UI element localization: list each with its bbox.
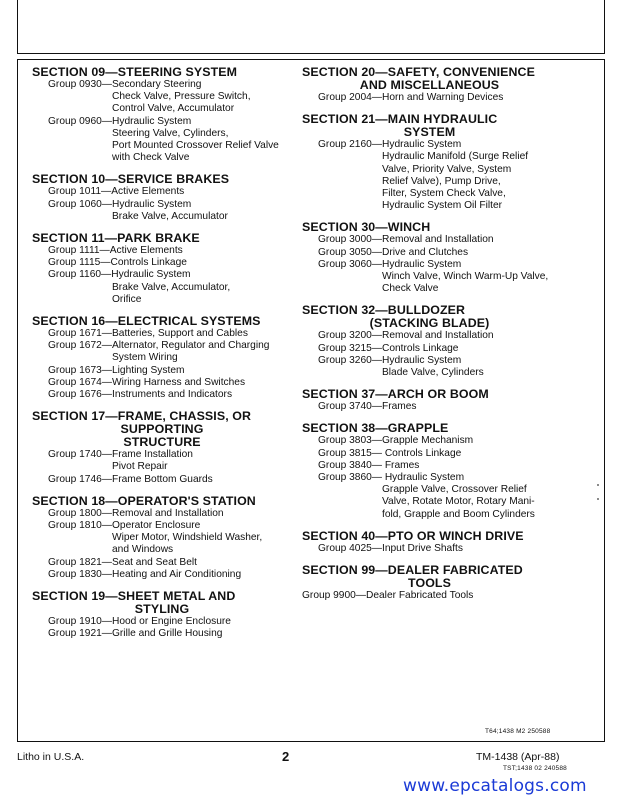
group-entry: Group 3815— Controls Linkage xyxy=(318,447,462,459)
group-entry: Group 9900—Dealer Fabricated Tools xyxy=(302,590,474,602)
group-entry: Group 1671—Batteries, Support and Cables xyxy=(48,328,248,340)
group-entry: Group 1111—Active Elements xyxy=(48,245,183,257)
section-block xyxy=(32,315,292,401)
group-entry: Group 3215—Controls Linkage xyxy=(318,342,459,354)
section-title-line: SECTION 17—FRAME, CHASSIS, OR xyxy=(32,409,252,424)
scan-speck xyxy=(597,484,599,486)
section-title xyxy=(302,530,557,543)
group-entry: Group 3740—Frames xyxy=(318,401,417,413)
section-title-line: SECTION 11—PARK BRAKE xyxy=(32,231,200,246)
group-entry: Group 3050—Drive and Clutches xyxy=(318,246,469,258)
section-title-line: SECTION 10—SERVICE BRAKES xyxy=(32,172,230,187)
box-code: T64;1438 M2 250588 xyxy=(485,728,551,735)
section-block xyxy=(32,232,292,306)
group-entry: Group 4025—Input Drive Shafts xyxy=(318,542,463,554)
group-detail: Pivot Repair xyxy=(112,461,168,473)
group-entry: Group 1673—Lighting System xyxy=(48,364,185,376)
section-title xyxy=(302,422,557,435)
group-entry: Group 3000—Removal and Installation xyxy=(318,234,494,246)
group-detail: Blade Valve, Cylinders xyxy=(382,367,484,379)
section-title xyxy=(302,388,557,401)
manual-number: TM-1438 (Apr-88) xyxy=(476,751,560,763)
group-entry: Group 1160—Hydraulic System xyxy=(48,269,191,281)
section-title xyxy=(302,304,557,330)
section-title-line: SECTION 20—SAFETY, CONVENIENCE xyxy=(302,65,535,79)
section-block xyxy=(32,173,292,223)
group-entry: Group 3060—Hydraulic System xyxy=(318,258,462,270)
section-title xyxy=(32,66,292,79)
group-detail: Wiper Motor, Windshield Washer, xyxy=(112,532,263,544)
section-title xyxy=(302,221,557,234)
right-column xyxy=(302,66,557,611)
group-detail: and Windows xyxy=(112,544,174,556)
group-detail: Hydraulic System Oil Filter xyxy=(382,200,503,212)
scan-speck xyxy=(597,498,599,500)
group-detail: Check Valve, Pressure Switch, xyxy=(112,91,251,103)
section-block xyxy=(302,304,557,379)
footer-printer-note: Litho in U.S.A. xyxy=(17,751,85,763)
section-block xyxy=(32,66,292,164)
group-detail: Brake Valve, Accumulator, xyxy=(112,281,231,293)
section-title-line: SUPPORTING xyxy=(120,422,204,437)
group-entry: Group 2160—Hydraulic System xyxy=(318,139,462,151)
section-block xyxy=(302,564,557,602)
section-title xyxy=(32,495,292,508)
group-entry: Group 1674—Wiring Harness and Switches xyxy=(48,376,246,388)
section-title xyxy=(302,564,557,590)
group-detail: System Wiring xyxy=(112,352,178,364)
section-block xyxy=(302,422,557,520)
group-entry: Group 1060—Hydraulic System xyxy=(48,198,192,210)
section-title xyxy=(32,173,292,186)
group-entry: Group 3260—Hydraulic System xyxy=(318,354,462,366)
section-block xyxy=(302,66,557,104)
section-title xyxy=(302,66,557,92)
group-entry: Group 1676—Instruments and Indicators xyxy=(48,389,233,401)
group-detail: Port Mounted Crossover Relief Valve xyxy=(112,140,279,152)
group-entry: Group 1672—Alternator, Regulator and Charging xyxy=(48,340,270,352)
section-title xyxy=(32,590,292,616)
section-block xyxy=(302,113,557,212)
group-detail: Valve, Rotate Motor, Rotary Mani- xyxy=(382,496,535,508)
group-entry: Group 3860— Hydraulic System xyxy=(318,472,465,484)
section-block xyxy=(32,590,292,640)
group-detail: fold, Grapple and Boom Cylinders xyxy=(382,508,535,520)
section-title-line: SECTION 19—SHEET METAL AND xyxy=(32,589,236,604)
left-column xyxy=(32,66,292,650)
section-title-line: SECTION 16—ELECTRICAL SYSTEMS xyxy=(32,314,261,329)
group-entry: Group 1910—Hood or Engine Enclosure xyxy=(48,616,231,628)
group-entry: Group 1830—Heating and Air Conditioning xyxy=(48,568,242,580)
group-entry: Group 1115—Controls Linkage xyxy=(48,257,187,269)
section-title-line: SECTION 38—GRAPPLE xyxy=(302,421,449,436)
group-entry: Group 1740—Frame Installation xyxy=(48,449,193,461)
group-detail: Steering Valve, Cylinders, xyxy=(112,127,229,139)
section-title-line: TOOLS xyxy=(408,576,451,591)
group-entry: Group 1921—Grille and Grille Housing xyxy=(48,628,223,640)
header-box xyxy=(17,0,605,54)
section-block xyxy=(32,495,292,581)
section-title-line: SECTION 32—BULLDOZER xyxy=(302,303,466,318)
section-title-line: STRUCTURE xyxy=(123,435,201,450)
group-entry: Group 1800—Removal and Installation xyxy=(48,507,224,519)
section-title xyxy=(32,232,292,245)
section-title-line: SECTION 99—DEALER FABRICATED xyxy=(302,563,523,578)
section-title-line: STYLING xyxy=(134,602,190,617)
section-title xyxy=(32,315,292,328)
group-entry: Group 1011—Active Elements xyxy=(48,186,185,198)
section-block xyxy=(302,388,557,413)
group-entry: Group 3803—Grapple Mechanism xyxy=(318,435,474,447)
section-title xyxy=(302,113,557,139)
section-title-line: SECTION 18—OPERATOR'S STATION xyxy=(32,493,256,508)
section-block xyxy=(302,221,557,295)
footer-code: TST;1438 02 240588 xyxy=(503,765,567,772)
group-entry: Group 1810—Operator Enclosure xyxy=(48,520,201,532)
group-detail: Grapple Valve, Crossover Relief xyxy=(382,484,527,496)
section-title xyxy=(32,410,292,449)
group-detail: Winch Valve, Winch Warm-Up Valve, xyxy=(382,271,549,283)
group-entry: Group 2004—Horn and Warning Devices xyxy=(318,92,504,103)
section-title-line: SECTION 21—MAIN HYDRAULIC xyxy=(302,112,498,127)
section-title-line: SECTION 37—ARCH OR BOOM xyxy=(302,387,489,402)
group-entry: Group 0930—Secondary Steering xyxy=(48,79,202,90)
section-title-line: (STACKING BLADE) xyxy=(369,316,490,331)
section-title-line: SECTION 09—STEERING SYSTEM xyxy=(32,65,238,79)
section-title-line: SYSTEM xyxy=(403,125,456,140)
group-detail: Brake Valve, Accumulator xyxy=(112,210,228,222)
group-entry: Group 0960—Hydraulic System xyxy=(48,115,192,127)
section-title-line: SECTION 30—WINCH xyxy=(302,220,431,235)
section-block xyxy=(302,530,557,555)
section-title-line: AND MISCELLANEOUS xyxy=(359,78,500,92)
page-number: 2 xyxy=(282,749,290,764)
section-title-line: SECTION 40—PTO OR WINCH DRIVE xyxy=(302,528,524,543)
group-detail: Relief Valve), Pump Drive, xyxy=(382,175,501,187)
group-detail: Orifice xyxy=(112,293,142,305)
group-detail: with Check Valve xyxy=(112,152,190,164)
group-detail: Check Valve xyxy=(382,283,439,295)
watermark-link[interactable]: www.epcatalogs.com xyxy=(403,776,587,796)
group-entry: Group 3840— Frames xyxy=(318,459,420,471)
group-detail: Hydraulic Manifold (Surge Relief xyxy=(382,151,529,163)
section-block xyxy=(32,410,292,486)
group-entry: Group 1746—Frame Bottom Guards xyxy=(48,473,213,485)
group-entry: Group 3200—Removal and Installation xyxy=(318,330,494,342)
group-entry: Group 1821—Seat and Seat Belt xyxy=(48,556,197,568)
group-detail: Filter, System Check Valve, xyxy=(382,188,506,200)
group-detail: Valve, Priority Valve, System xyxy=(382,163,512,175)
group-detail: Control Valve, Accumulator xyxy=(112,103,235,115)
